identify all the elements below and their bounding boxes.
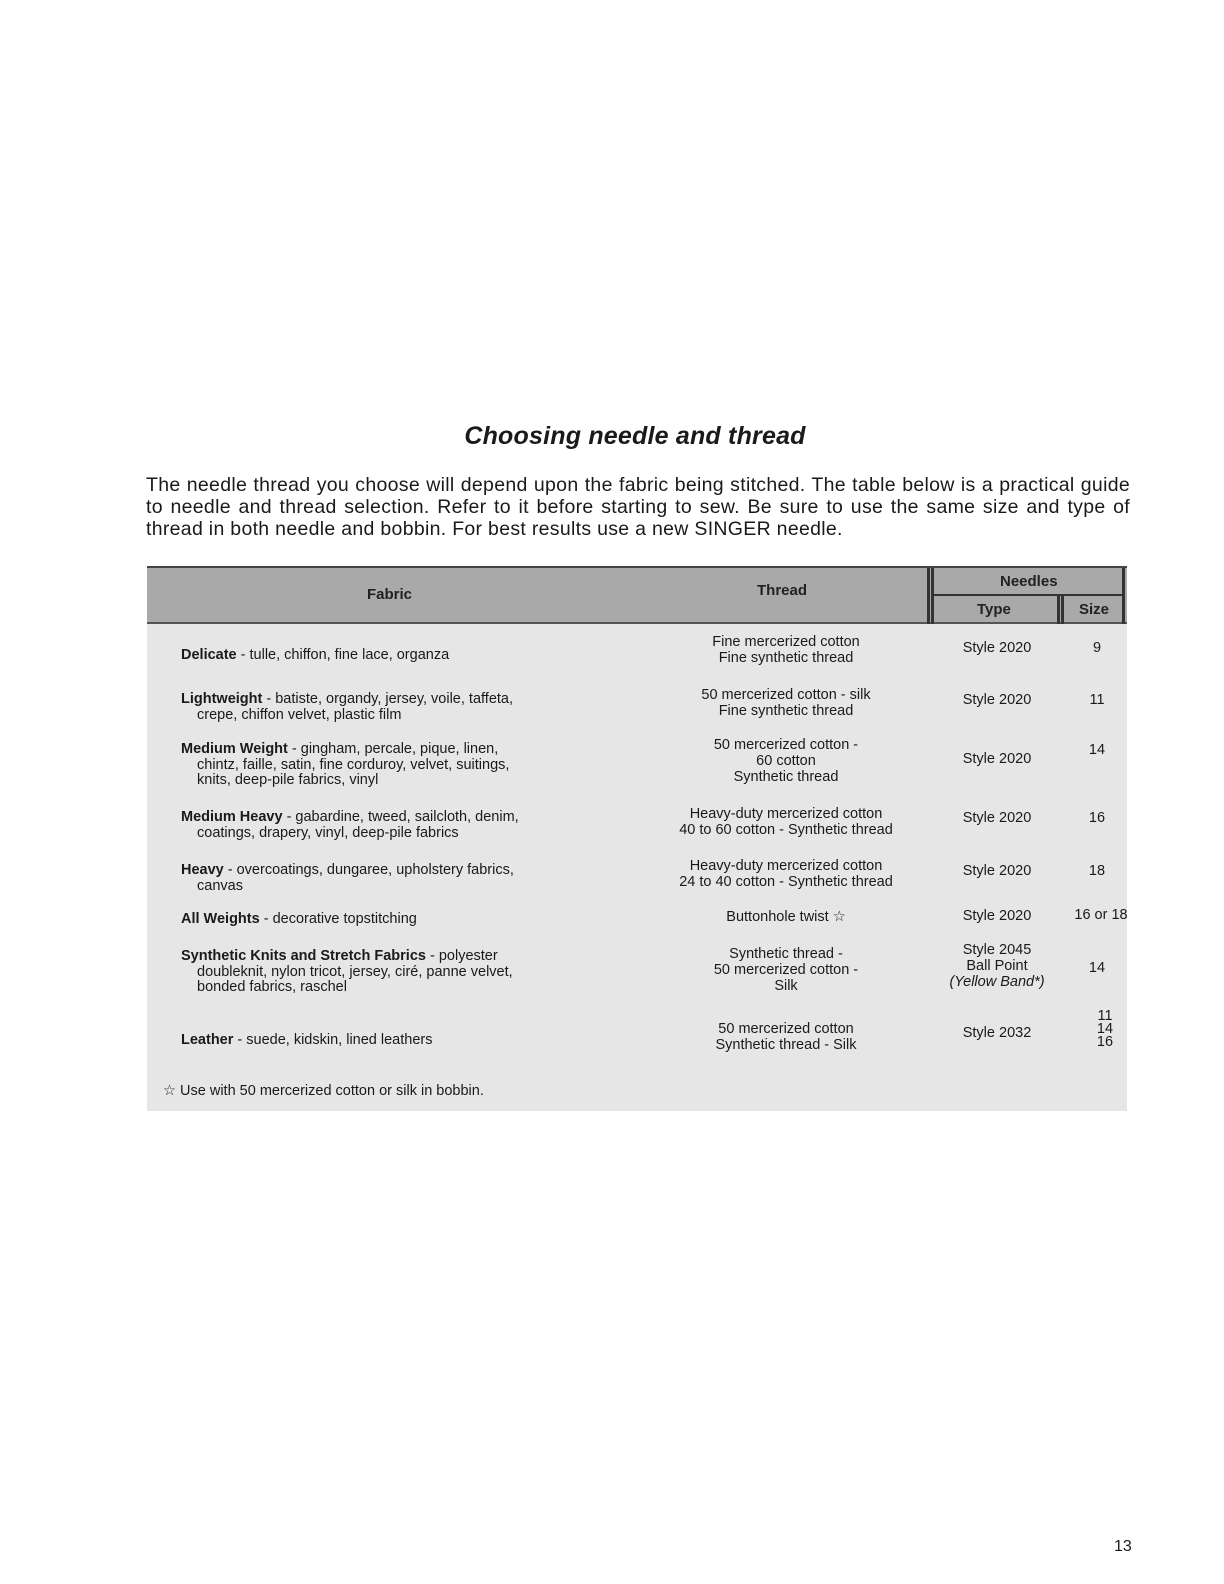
header-thread: Thread: [757, 582, 808, 599]
thread-line: Heavy-duty mercerized cotton: [689, 858, 883, 874]
needle-size-cell: [1063, 909, 1139, 922]
fabric-name: Synthetic Knits and Stretch Fabrics: [181, 948, 426, 964]
fabric-cell: [181, 648, 607, 664]
needle-size-cell: [1059, 694, 1135, 707]
header-needles: Needles: [1000, 573, 1058, 590]
header-divider: [927, 568, 930, 624]
needle-size: 18: [1088, 863, 1106, 879]
fabric-name: Heavy: [181, 862, 224, 878]
page-number: 13: [1114, 1538, 1132, 1555]
thread-line: Synthetic thread: [733, 769, 839, 785]
needle-type-cell: [937, 810, 1057, 826]
thread-line: Heavy-duty mercerized cotton: [689, 806, 883, 822]
fabric-description: - gingham, percale, pique, linen,: [287, 741, 499, 757]
header-divider: [1061, 596, 1064, 624]
needle-type: Style 2020: [962, 810, 1032, 826]
needle-type: Style 2020: [962, 692, 1032, 708]
thread-line: Fine synthetic thread: [718, 703, 854, 719]
thread-line: Fine synthetic thread: [718, 650, 854, 666]
thread-cell: [637, 909, 935, 925]
thread-line: Synthetic thread -: [729, 946, 843, 962]
needle-type-cell: [937, 640, 1057, 656]
thread-line: 50 mercerized cotton -: [713, 962, 859, 978]
header-size: Size: [1079, 601, 1110, 618]
table-footnote: ☆ Use with 50 mercerized cotton or silk in bobbin.: [163, 1083, 484, 1099]
thread-line: 60 cotton: [756, 753, 816, 769]
fabric-cell: [181, 742, 607, 789]
fabric-description: - overcoatings, dungaree, upholstery fabrics,: [223, 862, 514, 878]
fabric-description: chintz, faille, satin, fine corduroy, velvet, suitings,: [197, 756, 510, 773]
needle-size: 9: [1092, 640, 1102, 656]
fabric-name: Leather: [181, 1032, 234, 1048]
fabric-description: bonded fabrics, raschel: [197, 979, 347, 995]
header-divider: [1122, 568, 1125, 624]
intro-paragraph: The needle thread you choose will depend upon the fabric being stitched. The table below is a practical guide to needle and thread selection. Refer to it before starting to sew. Be sure to use the same size and type of thread in both needle and bobbin. For best results use a new SINGER needle.: [146, 474, 1130, 540]
thread-cell: [637, 858, 935, 890]
needle-type-cell: [937, 908, 1057, 924]
fabric-cell: [181, 863, 607, 894]
needle-type-cell: [937, 692, 1057, 708]
header-divider: [931, 594, 1123, 596]
needle-type-cell: [937, 1025, 1057, 1041]
fabric-cell: [181, 949, 607, 996]
needle-size-cell: [1059, 744, 1135, 757]
thread-line: Silk: [774, 978, 798, 994]
fabric-description: - decorative topstitching: [259, 911, 417, 927]
needle-size: 16: [1096, 1034, 1114, 1050]
fabric-cell: [181, 810, 607, 841]
needle-size: 16 or 18: [1074, 907, 1128, 923]
fabric-description: canvas: [197, 877, 243, 894]
thread-cell: [637, 806, 935, 838]
fabric-cell: [181, 1033, 607, 1049]
needle-size-cell: [1059, 962, 1135, 975]
needle-size-cell: [1059, 642, 1135, 655]
needle-size-cell: [1059, 812, 1135, 825]
thread-cell: [637, 1021, 935, 1053]
needle-size: 11: [1097, 1008, 1113, 1024]
header-type: Type: [977, 601, 1011, 618]
needle-type: Style 2020: [962, 908, 1032, 924]
needle-type: Style 2020: [962, 751, 1032, 767]
page-title: Choosing needle and thread: [464, 422, 806, 450]
fabric-description: knits, deep-pile fabrics, vinyl: [197, 772, 379, 788]
fabric-cell: [181, 912, 607, 928]
thread-cell: [637, 737, 935, 785]
thread-cell: [637, 687, 935, 719]
needle-size-cell: [1067, 1010, 1143, 1049]
fabric-name: Medium Weight: [181, 741, 288, 757]
needle-type-cell: [937, 942, 1057, 990]
needle-size: 14: [1088, 742, 1106, 758]
header-divider: [931, 568, 934, 624]
fabric-description: crepe, chiffon velvet, plastic film: [197, 706, 402, 723]
thread-cell: [637, 634, 935, 666]
needle-type: Style 2020: [962, 640, 1032, 656]
fabric-name: Lightweight: [181, 691, 263, 707]
fabric-name: All Weights: [181, 911, 260, 927]
fabric-name: Delicate: [181, 647, 237, 663]
needle-thread-table: [147, 566, 1127, 1111]
needle-type: Style 2032: [962, 1025, 1032, 1041]
needle-size: 11: [1089, 692, 1105, 708]
header-fabric: Fabric: [367, 586, 413, 603]
header-divider: [1057, 596, 1060, 624]
fabric-cell: [181, 692, 607, 723]
thread-line: 50 mercerized cotton: [718, 1021, 854, 1037]
thread-line: Fine mercerized cotton: [712, 634, 860, 650]
needle-point: Ball Point: [966, 958, 1028, 974]
thread-line: 24 to 40 cotton - Synthetic thread: [679, 874, 893, 890]
needle-size: 14: [1088, 960, 1106, 976]
thread-line: 50 mercerized cotton -: [713, 737, 859, 753]
fabric-description: - suede, kidskin, lined leathers: [233, 1032, 433, 1048]
needle-size: 16: [1088, 810, 1106, 826]
needle-band: (Yellow Band*): [949, 974, 1045, 990]
fabric-description: coatings, drapery, vinyl, deep-pile fabrics: [197, 824, 459, 841]
fabric-name: Medium Heavy: [181, 809, 283, 825]
fabric-description: - polyester: [425, 948, 498, 964]
needle-type-cell: [937, 751, 1057, 767]
fabric-description: - batiste, organdy, jersey, voile, taffeta,: [262, 691, 513, 707]
needle-size: 14: [1096, 1021, 1114, 1037]
needle-size-cell: [1059, 865, 1135, 878]
thread-line: 50 mercerized cotton - silk: [701, 687, 871, 703]
thread-line: Synthetic thread - Silk: [715, 1037, 857, 1053]
fabric-description: - gabardine, tweed, sailcloth, denim,: [282, 809, 519, 825]
needle-type-cell: [937, 863, 1057, 879]
needle-type: Style 2045: [962, 942, 1032, 958]
thread-line: 40 to 60 cotton - Synthetic thread: [679, 822, 893, 838]
table-header: [147, 566, 1127, 624]
thread-cell: [637, 946, 935, 994]
needle-type: Style 2020: [962, 863, 1032, 879]
fabric-description: doubleknit, nylon tricot, jersey, ciré, panne velvet,: [197, 963, 513, 980]
fabric-description: - tulle, chiffon, fine lace, organza: [236, 647, 450, 663]
thread-line: Buttonhole twist ☆: [726, 909, 846, 925]
